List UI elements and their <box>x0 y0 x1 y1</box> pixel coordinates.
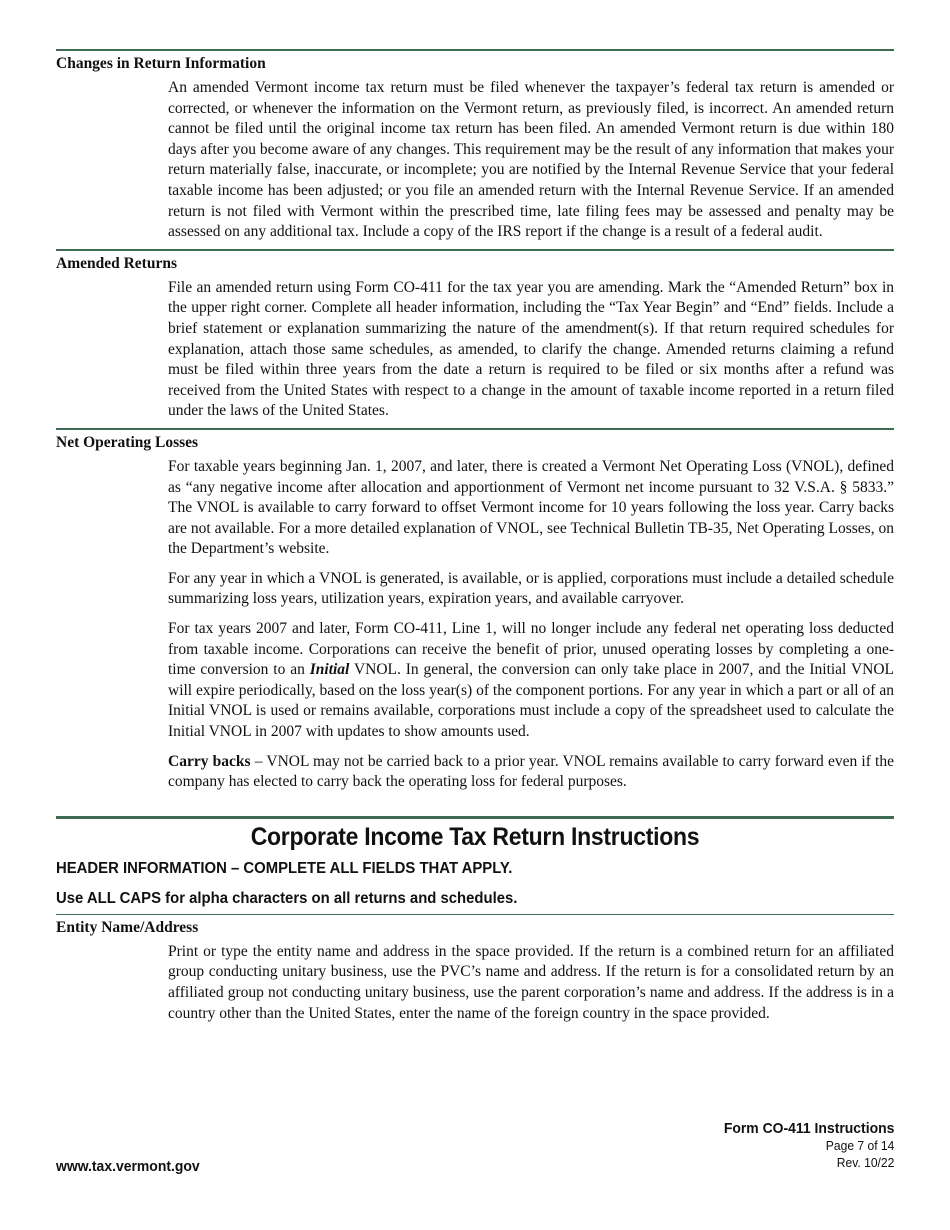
section-title-amended: Amended Returns <box>56 254 177 272</box>
changes-paragraph: An amended Vermont income tax return must be filed whenever the taxpayer’s federal tax return is amended or corrected, or whenever the information on the Vermont return, as previously filed, is incorrect. An amended return cannot be filed until the original income tax return has been filed. An amended Vermont return is due within 180 days after you become aware of any changes. This requirement may be the result of any information that makes your return materially false, inaccurate, or incomplete; you are notified by the Internal Revenue Service that your federal taxable income has been adjusted; or you file an amended return with the Internal Revenue Service. If an amended return is not filed with Vermont within the prescribed time, late filing fees may be assessed and penalty may be assessed on any additional tax. Include a copy of the IRS report if the change is a result of a federal audit. <box>168 79 894 241</box>
revision: Rev. 10/22 <box>836 1155 894 1170</box>
section-divider <box>56 428 894 430</box>
instructions-title: Corporate Income Tax Return Instructions <box>250 822 700 851</box>
section-divider <box>56 249 894 251</box>
nol-paragraph-2: For any year in which a VNOL is generated, is available, or is applied, corporations must include a detailed schedule summarizing loss years, utilization years, expiration years, and available carryover. <box>168 569 894 608</box>
nol-p3-text-a: For tax years 2007 and later, Form CO-411, Line 1, will no longer include any federal net operating loss deducted from taxable income. Corporations can receive the benefit of prior, unused operating losses by completing a one-time conversion to an <box>168 620 894 679</box>
form-name: Form CO-411 Instructions <box>723 1120 894 1137</box>
nol-paragraph-1: For taxable years beginning Jan. 1, 2007, and later, there is created a Vermont Net Operating Loss (VNOL), defined as “any negative income after allocation and apportionment of Vermont net income pursuant to 32 V.S.A. § 5833.” The VNOL is available to carry forward to offset Vermont income for 10 years following the loss year. Carry backs are not available. For a more detailed explanation of VNOL, see Technical Bulletin TB-35, Net Operating Losses, on the Department’s website. <box>168 457 894 558</box>
section-title-entity: Entity Name/Address <box>56 918 199 936</box>
nol-paragraph-3 <box>168 619 894 743</box>
header-information-heading: HEADER INFORMATION – COMPLETE ALL FIELDS THAT APPLY. <box>56 859 513 877</box>
page-content <box>56 0 894 1030</box>
website-link[interactable]: www.tax.vermont.gov <box>56 1158 200 1175</box>
nol-paragraph-4 <box>168 752 894 793</box>
carry-backs-label: Carry backs <box>168 752 251 770</box>
major-divider <box>56 816 894 819</box>
section-title-nol: Net Operating Losses <box>56 433 199 451</box>
section-title-changes: Changes in Return Information <box>56 55 266 72</box>
page-number: Page 7 of 14 <box>825 1138 894 1153</box>
section-divider <box>56 914 894 915</box>
entity-paragraph: Print or type the entity name and address in the space provided. If the return is a combined return for an affiliated group conducting unitary business, use the PVC’s name and address. If the return is for a consolidated return by an affiliated group not conducting unitary business, use the parent corporation’s name and address. If the address is in a country other than the United States, enter the name of the foreign country in the space provided. <box>168 942 894 1022</box>
nol-p3-text-b: VNOL. In general, the conversion can only take place in 2007, and the Initial VNOL will expire periodically, based on the loss year(s) of the component portions. For any year in which a part or all of an Initial VNOL is used or remains available, corporations must include a copy of the spreadsheet used to calculate the Initial VNOL in 2007 with updates to show amounts used. <box>168 661 895 741</box>
all-caps-note: Use ALL CAPS for alpha characters on all returns and schedules. <box>56 889 518 907</box>
carry-backs-text: – VNOL may not be carried back to a prior year. VNOL remains available to carry forward even if the company has elected to carry back the operating loss for federal purposes. <box>168 752 894 791</box>
amended-paragraph: File an amended return using Form CO-411 for the tax year you are amending. Mark the “Amended Return” box in the upper right corner. Complete all header information, including the “Tax Year Begin” and “End” fields. Include a brief statement or explanation summarizing the nature of the amendment(s). If that return required schedules for explanation, attach those same schedules, as amended, to clarify the change. Amended returns claiming a refund must be filed within three years from the date a return is required to be filed or six months after a refund was received from the United States with respect to a change in the amount of taxable income reported in a return filed under the laws of the United States. <box>168 278 894 420</box>
nol-p3-emphasis: Initial <box>309 661 350 679</box>
section-divider <box>56 49 894 51</box>
